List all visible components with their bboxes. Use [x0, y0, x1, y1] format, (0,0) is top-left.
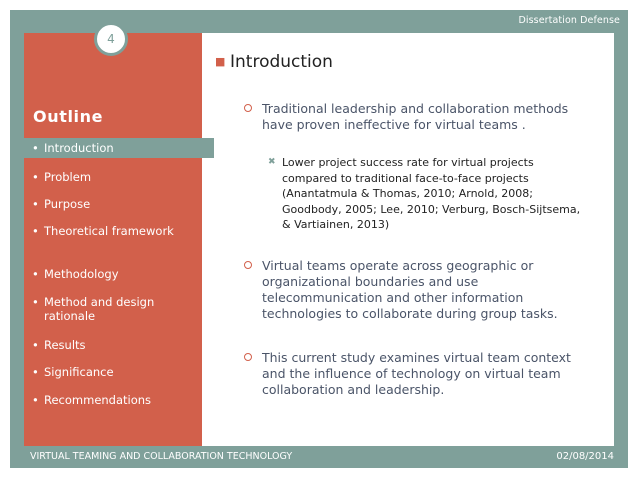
slide-number-badge: 4: [94, 22, 128, 56]
bullet-icon: •: [32, 295, 39, 309]
outline-item-introduction[interactable]: [24, 138, 214, 158]
outline-item-label: Problem: [44, 170, 92, 184]
outline-item-label: Purpose: [44, 197, 91, 211]
outline-item-label: Method and design rationale: [44, 295, 155, 323]
footer-title: VIRTUAL TEAMING AND COLLABORATION TECHNOLOGY: [30, 451, 293, 462]
header-title: Dissertation Defense: [518, 15, 620, 26]
bullet-icon: •: [32, 141, 39, 155]
content-subpoint: [268, 155, 582, 233]
outline-item-label: Methodology: [44, 267, 119, 281]
circle-bullet-icon: [244, 353, 252, 361]
bullet-icon: •: [32, 338, 39, 352]
outline-item-label: Results: [44, 338, 86, 352]
outline-item-label: Introduction: [44, 141, 114, 155]
content-point-text: Traditional leadership and collaboration methods have proven ineffective for virtual teams .: [262, 101, 569, 132]
bullet-icon: •: [32, 197, 39, 211]
circle-bullet-icon: [244, 261, 252, 269]
square-bullet-icon: ■: [215, 55, 226, 68]
bullet-icon: •: [32, 224, 39, 238]
outline-item-label: Theoretical framework: [44, 224, 174, 238]
bullet-icon: •: [32, 170, 39, 184]
content-point: [262, 258, 597, 322]
content-heading: [215, 52, 333, 72]
content-point-text: This current study examines virtual team context and the influence of technology on virtual team collaboration and leadership.: [262, 350, 571, 397]
bullet-icon: •: [32, 365, 39, 379]
outline-item-label: Recommendations: [44, 393, 152, 407]
bullet-icon: •: [32, 267, 39, 281]
footer-date: 02/08/2014: [556, 451, 614, 462]
content-heading-text: Introduction: [230, 52, 333, 72]
bullet-icon: •: [32, 393, 39, 407]
x-bullet-icon: ✖: [268, 157, 276, 167]
content-point-text: Virtual teams operate across geographic or organizational boundaries and use telecommunication and other information technologies to collaborate during group tasks.: [262, 258, 558, 321]
content-point: [262, 350, 597, 398]
outline-panel: [24, 33, 202, 446]
outline-title: Outline: [33, 107, 104, 126]
circle-bullet-icon: [244, 104, 252, 112]
content-point: [262, 101, 597, 133]
content-subpoint-text: Lower project success rate for virtual projects compared to traditional face-to-face projects (Anantatmula & Thomas, 2010; Arnold, 2008; Goodbody, 2005; Lee, 2010; Verburg, Bosch-Sijtsema, & Vartiainen, 2013): [282, 156, 581, 231]
outline-item-label: Significance: [44, 365, 114, 379]
